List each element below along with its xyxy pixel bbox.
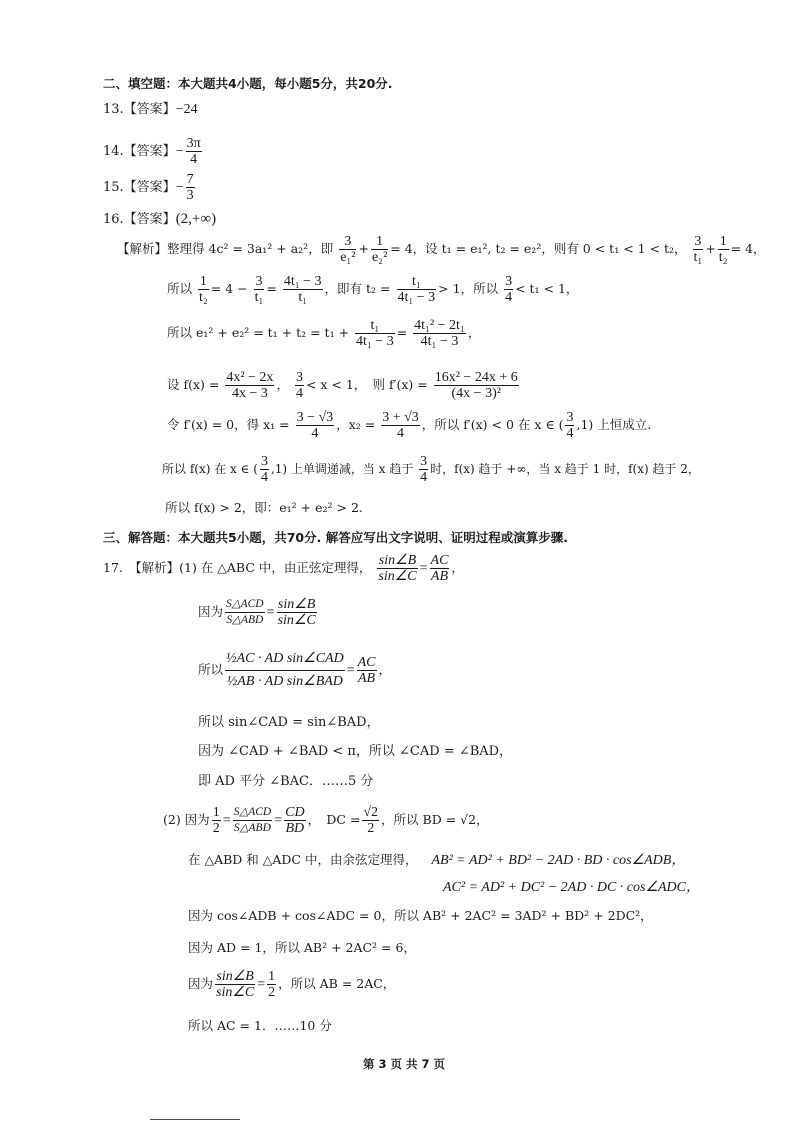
solution-line [198,594,319,631]
solution-text: 所以 [198,662,224,677]
fraction-numerator: S△ACD [233,805,273,821]
analysis-line: 【解析】整理得 4c² = 3a₁² + a₂²，即 $\frac{3}{\text{e₁²}}$ + $\frac{1}{\text{e₂²}}$ = 4，设 t₁ = e₁², t₂ = e₂²，则有 0 < t₁ < 1 < t₂， $\frac{3}{\text{t₁}}$ + $\frac{1}{\text{t₂}}$ = 4， [117,234,766,265]
solution-text: 因为 [188,976,214,991]
fraction-denominator: 4x − 3 [231,386,268,401]
fraction [283,274,323,305]
fraction-denominator: 4t₁ − 3 [397,290,436,305]
analysis-text: 时，f(x) 趋于 +∞，当 x 趋于 1 时，f(x) 趋于 2， [430,462,700,476]
section-title-solutions: 三、解答题：本大题共5小题，共70分. 解答应写出文字说明、证明过程或演算步骤. [103,530,568,545]
analysis-text: < x < 1， 则 f′(x) = [305,377,428,392]
fraction [233,805,273,836]
answer-label: 13.【答案】 [103,102,176,117]
fraction [212,805,221,836]
fraction-denominator: 4 [311,426,319,441]
fraction-numerator: 1 [371,234,388,250]
fraction-numerator: 4x² − 2x [226,370,274,385]
fraction-numerator: 3 + √3 [382,410,419,425]
answer-fraction [186,172,195,203]
analysis-text: 设 f(x) = [167,377,220,392]
analysis-text: ,1) 上单调递减，当 x 趋于 [270,462,414,476]
equals: = [222,813,231,828]
fraction-numerator: 3 [295,370,303,385]
answer-13 [103,102,198,118]
solution-text: ， [378,662,392,677]
fraction [295,370,304,401]
fraction [381,410,420,441]
fraction-numerator: 3 [260,454,268,469]
fraction-numerator: 3 [420,454,428,469]
fraction-numerator: AC [430,553,449,568]
analysis-line [167,316,480,350]
fraction-numerator: 4t₁ − 3 [283,274,322,289]
fraction-numerator: ½AC · AD sin∠CAD [225,648,345,671]
fraction-denominator: sin∠C [378,569,417,584]
fraction-denominator: t₂ [718,250,728,265]
analysis-text: = 4，设 t₁ = e₁², t₂ = e₂²，则有 0 < t₁ < 1 < t₂， [390,241,687,256]
analysis-line [162,452,700,486]
fraction-denominator: S△ABD [233,822,271,834]
fraction [413,318,466,349]
solution-text: ，所以 BD = √2， [381,812,489,827]
fraction-numerator: CD [285,805,305,820]
solution-line [188,852,685,869]
analysis-line [167,408,651,442]
fraction [718,234,729,265]
fraction-denominator: 4 [295,386,303,401]
fraction-numerator: 3 [255,274,263,289]
answer-16 [103,211,216,228]
analysis-text: = [266,281,277,296]
fraction-numerator: 3 [339,234,356,250]
fraction-denominator: sin∠C [216,985,255,1000]
fraction-denominator: t₁ [298,290,308,305]
answer-value: −24 [175,102,198,117]
fraction [277,597,317,628]
answer-label: 14.【答案】 [103,144,176,159]
analysis-text: = 4， [730,241,766,256]
equals: = [274,813,283,828]
fraction [198,274,209,305]
answer-15 [103,170,197,206]
answer-value: (2,+∞) [175,211,217,227]
fraction-numerator: 1 [268,969,276,984]
fraction-numerator: sin∠B [378,553,417,568]
solution-line: 所以 AC = 1．……10 分 [188,1018,332,1033]
solution-line: 因为 cos∠ADB + cos∠ADC = 0，所以 AB² + 2AC² = 3AD² + BD² + 2DC²， [188,908,653,923]
fraction-denominator: BD [285,821,305,836]
answer-label: 15.【答案】 [103,180,176,195]
fraction [434,370,519,401]
analysis-line: 所以 f(x) > 2，即：e₁² + e₂² > 2. [165,500,363,515]
fraction-denominator: 4 [396,426,404,441]
fraction-denominator: 2 [268,985,276,1000]
fraction-numerator: AC [357,655,376,670]
fraction-numerator: sin∠B [216,969,254,984]
fraction-numerator: t₁ [355,318,395,334]
answer-14 [103,134,204,170]
fraction-numerator: 1 [199,274,207,289]
fraction-denominator: ½AB · AD sin∠BAD [226,674,343,689]
fraction-numerator: √2 [363,805,379,820]
solution-text: ， [451,560,464,575]
analysis-text: ， [467,325,481,340]
fraction [267,969,276,1000]
analysis-text: ,1) 上恒成立. [576,417,652,432]
equals: = [257,977,266,992]
solution-line [163,800,489,841]
analysis-line [167,368,521,402]
fraction [362,805,379,836]
fraction-denominator: S△ABD [226,614,264,626]
fraction [355,318,395,349]
fraction-denominator: 2 [212,821,220,836]
analysis-text: 整理得 4c² = 3a₁² + a₂²，即 [167,241,334,256]
fraction-numerator: 1 [719,234,727,249]
solution-text: ，所以 AB = 2AC， [278,976,396,991]
analysis-text: ，所以 f′(x) < 0 在 x ∈ ( [421,417,564,432]
solution-text: ， DC = [307,812,361,827]
analysis-text: = [396,325,408,340]
fraction [377,553,417,584]
analysis-text: 令 f′(x) = 0，得 x₁ = [167,417,290,432]
analysis-text: 所以 [167,281,193,296]
fraction-numerator: S△ACD [225,597,265,613]
fraction-denominator: 4 [420,470,428,485]
fraction-denominator: e₂² [371,250,388,265]
fraction-numerator: 4t₁² − 2t₁ [414,318,465,333]
fraction [430,553,450,584]
analysis-text: 所以 e₁² + e₂² = t₁ + t₂ = t₁ + [167,325,350,340]
analysis-tag: 【解析】 [117,241,168,256]
fraction [254,274,265,305]
solution-line [188,964,395,1005]
analysis-text: ，x₂ = [336,417,376,432]
analysis-text: = 4 − [210,281,248,296]
fraction [215,969,255,1000]
analysis-text: ， [276,377,289,392]
fraction-denominator: 4t₁ − 3 [356,334,394,349]
fraction-denominator: t₁ [254,290,264,305]
answer-fraction [186,136,202,167]
fraction [419,454,428,485]
page-number: 第 3 页 共 7 页 [363,1057,446,1071]
solution-text: 因为 [198,604,224,619]
fraction-numerator: 3 [566,410,574,425]
fraction-denominator: 4 [260,470,268,485]
analysis-line [167,272,578,306]
equation: AB² = AD² + BD² − 2AD · BD · cos∠ADB， [431,853,686,868]
analysis-text: ，即有 t₂ = [324,281,391,296]
fraction [225,597,265,628]
fraction-numerator: 3 [505,274,513,289]
fraction [565,410,574,441]
fraction-denominator: AB [358,671,376,686]
fraction-denominator: 4 [505,290,513,305]
fraction-numerator: 1 [212,805,220,820]
equals: = [419,561,428,576]
fraction-denominator: 2 [367,821,375,836]
fraction-denominator: 4 [566,426,574,441]
fraction-denominator: e₁² [340,250,356,265]
fraction [693,234,704,265]
fraction [284,805,305,836]
solution-line [198,640,391,701]
fraction [225,648,345,693]
scan-artifact [150,1119,240,1120]
solution-text: 17. 【解析】(1) 在 △ABC 中，由正弦定理得， [103,560,372,575]
analysis-text: > 1，所以 [438,281,499,296]
analysis-text: < t₁ < 1， [515,281,579,296]
solution-line: 即 AD 平分 ∠BAC．……5 分 [198,774,374,789]
fraction-numerator: sin∠B [277,597,316,612]
fraction [296,410,335,441]
fraction-numerator: 3 − √3 [296,410,334,425]
answer-sign: − [175,144,184,159]
answer-sign: − [175,180,184,195]
fraction [397,274,437,305]
equals: = [346,663,355,678]
solution-text: (2) 因为 [163,812,210,827]
fraction [225,370,274,401]
fraction-denominator: 3 [186,188,194,203]
fraction-denominator: t₂ [199,290,208,305]
fraction-denominator: 4 [190,152,198,167]
solution-line: 所以 sin∠CAD = sin∠BAD， [198,715,380,730]
fraction-numerator: 3 [694,234,702,249]
solution-line [103,550,464,587]
equals: = [266,605,275,620]
fraction [260,454,269,485]
fraction [371,234,388,265]
fraction-denominator: 4t₁ − 3 [420,334,459,349]
solution-line: 因为 ∠CAD + ∠BAD < π，所以 ∠CAD = ∠BAD， [198,744,513,759]
fraction [339,234,356,265]
fraction-numerator: 7 [186,172,194,187]
fraction-numerator: 3π [186,136,201,151]
analysis-text: 所以 f(x) 在 x ∈ ( [162,462,258,476]
section-title-fill-blank: 二、填空题：本大题共4小题，每小题5分，共20分. [103,76,393,91]
solution-text: 在 △ABD 和 △ADC 中，由余弦定理得， [188,852,418,867]
fraction [357,655,377,686]
equation: AC² = AD² + DC² − 2AD · DC · cos∠ADC， [443,880,701,895]
solution-line: 因为 AD = 1，所以 AB² + 2AC² = 6， [188,940,416,955]
fraction [504,274,513,305]
fraction-numerator: t₁ [397,274,437,290]
fraction-denominator: sin∠C [277,613,316,628]
fraction-denominator: AB [430,569,449,584]
fraction-denominator: (4x − 3)² [451,386,501,401]
answer-label: 16.【答案】 [103,212,176,227]
fraction-numerator: 16x² − 24x + 6 [434,370,518,385]
fraction-denominator: t₁ [693,250,703,265]
